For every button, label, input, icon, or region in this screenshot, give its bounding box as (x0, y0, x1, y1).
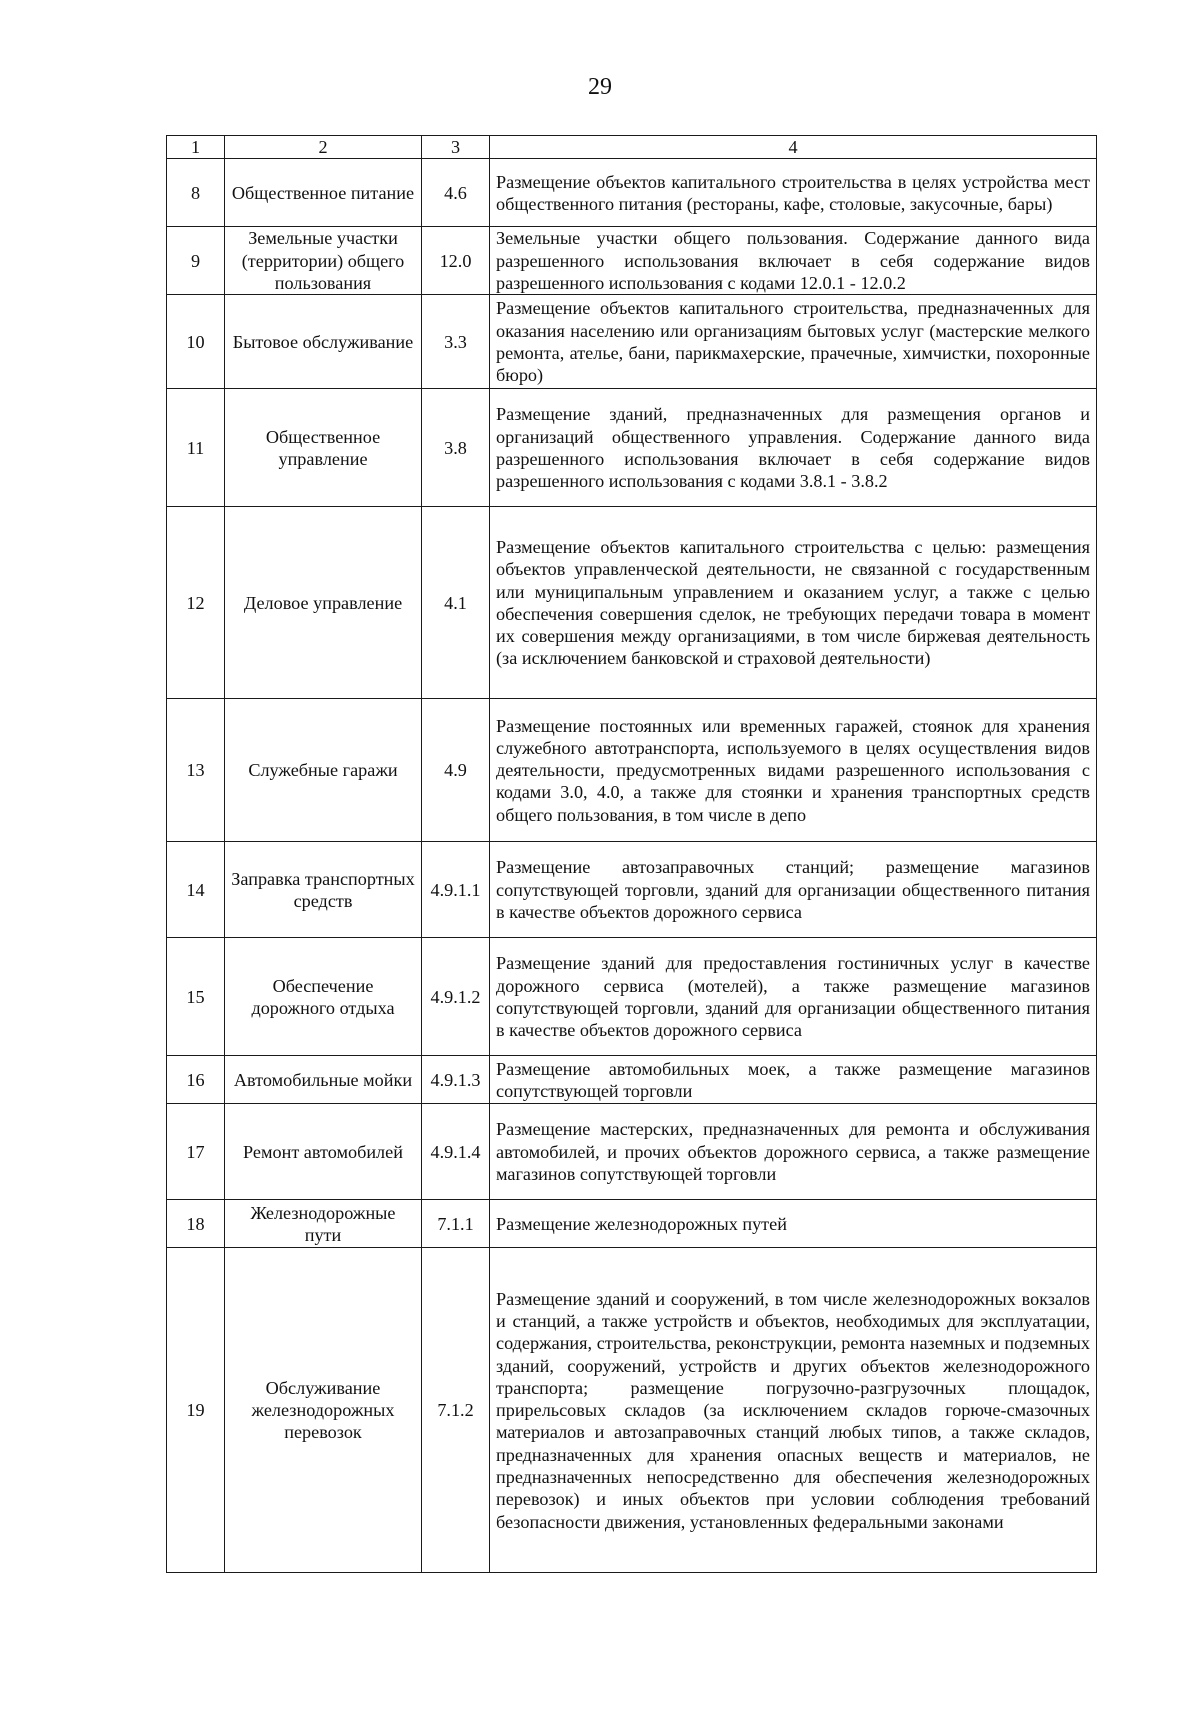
land-use-table (166, 135, 1097, 1573)
use-type-name: Железнодорожные пути (225, 1200, 422, 1248)
use-type-code: 4.6 (422, 159, 490, 227)
header-cell: 4 (490, 136, 1097, 159)
use-type-name: Автомобильные мойки (225, 1056, 422, 1104)
row-number: 15 (167, 938, 225, 1056)
use-type-name: Общественное управление (225, 389, 422, 507)
table-row (167, 1200, 1097, 1248)
row-number: 9 (167, 227, 225, 295)
use-type-code: 4.9.1.1 (422, 842, 490, 938)
use-type-name: Ремонт автомобилей (225, 1104, 422, 1200)
table-row (167, 1104, 1097, 1200)
use-type-description: Размещение объектов капитального строительства, предназначенных для оказания населению или организациям бытовых услуг (мастерские мелкого ремонта, ателье, бани, парикмахерские, прачечные, химчистки, похоронные бюро) (490, 295, 1097, 389)
use-type-code: 3.3 (422, 295, 490, 389)
use-type-description: Размещение объектов капитального строительства с целью: размещения объектов управленческой деятельности, не связанной с государственным или муниципальным управлением и оказанием услуг, а также с целью обеспечения совершения сделок, не требующих передачи товара в момент их совершения между организациями, в том числе биржевая деятельность (за исключением банковской и страховой деятельности) (490, 507, 1097, 699)
table-row (167, 842, 1097, 938)
use-type-code: 7.1.2 (422, 1248, 490, 1573)
use-type-description: Размещение автомобильных моек, а также размещение магазинов сопутствующей торговли (490, 1056, 1097, 1104)
use-type-name: Обеспечение дорожного отдыха (225, 938, 422, 1056)
use-type-description: Размещение объектов капитального строительства в целях устройства мест общественного питания (рестораны, кафе, столовые, закусочные, бары) (490, 159, 1097, 227)
use-type-code: 4.9.1.2 (422, 938, 490, 1056)
header-cell: 1 (167, 136, 225, 159)
row-number: 10 (167, 295, 225, 389)
table-row (167, 389, 1097, 507)
use-type-code: 4.9.1.4 (422, 1104, 490, 1200)
row-number: 12 (167, 507, 225, 699)
use-type-description: Размещение постоянных или временных гаражей, стоянок для хранения служебного автотранспорта, используемого в целях осуществления видов деятельности, предусмотренных видами разрешенного использования с кодами 3.0, 4.0, а также для стоянки и хранения транспортных средств общего пользования, в том числе в депо (490, 699, 1097, 842)
use-type-description: Земельные участки общего пользования. Содержание данного вида разрешенного использования включает в себя содержание видов разрешенного использования с кодами 12.0.1 - 12.0.2 (490, 227, 1097, 295)
row-number: 11 (167, 389, 225, 507)
use-type-name: Общественное питание (225, 159, 422, 227)
use-type-name: Бытовое обслуживание (225, 295, 422, 389)
table-row (167, 227, 1097, 295)
table-row (167, 1248, 1097, 1573)
use-type-description: Размещение железнодорожных путей (490, 1200, 1097, 1248)
use-type-code: 12.0 (422, 227, 490, 295)
use-type-description: Размещение автозаправочных станций; размещение магазинов сопутствующей торговли, зданий для организации общественного питания в качестве объектов дорожного сервиса (490, 842, 1097, 938)
use-type-description: Размещение зданий и сооружений, в том числе железнодорожных вокзалов и станций, а также устройств и объектов, необходимых для эксплуатации, содержания, строительства, реконструкции, ремонта наземных и подземных зданий, сооружений, устройств и других объектов железнодорожного транспорта; размещение погрузочно-разгрузочных площадок, прирельсовых складов (за исключением складов горюче-смазочных материалов и автозаправочных станций любых типов, а также складов, предназначенных для хранения опасных веществ и материалов, не предназначенных непосредственно для обеспечения железнодорожных перевозок) и иных объектов при условии соблюдения требований безопасности движения, установленных федеральными законами (490, 1248, 1097, 1573)
table-row (167, 699, 1097, 842)
header-cell: 2 (225, 136, 422, 159)
row-number: 19 (167, 1248, 225, 1573)
use-type-name: Земельные участки (территории) общего пользования (225, 227, 422, 295)
row-number: 13 (167, 699, 225, 842)
use-type-name: Заправка транспортных средств (225, 842, 422, 938)
row-number: 18 (167, 1200, 225, 1248)
use-type-code: 7.1.1 (422, 1200, 490, 1248)
row-number: 16 (167, 1056, 225, 1104)
row-number: 14 (167, 842, 225, 938)
table-row (167, 1056, 1097, 1104)
header-cell: 3 (422, 136, 490, 159)
use-type-description: Размещение зданий для предоставления гостиничных услуг в качестве дорожного сервиса (мотелей), а также размещение магазинов сопутствующей торговли, зданий для организации общественного питания в качестве объектов дорожного сервиса (490, 938, 1097, 1056)
table-row (167, 159, 1097, 227)
table-row (167, 507, 1097, 699)
use-type-description: Размещение мастерских, предназначенных для ремонта и обслуживания автомобилей, и прочих объектов дорожного сервиса, а также размещение магазинов сопутствующей торговли (490, 1104, 1097, 1200)
use-type-description: Размещение зданий, предназначенных для размещения органов и организаций общественного управления. Содержание данного вида разрешенного использования включает в себя содержание видов разрешенного использования с кодами 3.8.1 - 3.8.2 (490, 389, 1097, 507)
use-type-name: Служебные гаражи (225, 699, 422, 842)
use-type-code: 3.8 (422, 389, 490, 507)
use-type-code: 4.9.1.3 (422, 1056, 490, 1104)
use-type-name: Обслуживание железнодорожных перевозок (225, 1248, 422, 1573)
row-number: 8 (167, 159, 225, 227)
use-type-name: Деловое управление (225, 507, 422, 699)
use-type-code: 4.1 (422, 507, 490, 699)
row-number: 17 (167, 1104, 225, 1200)
table-row (167, 938, 1097, 1056)
page-number: 29 (588, 74, 612, 100)
table-row (167, 295, 1097, 389)
table-header-row (167, 136, 1097, 159)
use-type-code: 4.9 (422, 699, 490, 842)
